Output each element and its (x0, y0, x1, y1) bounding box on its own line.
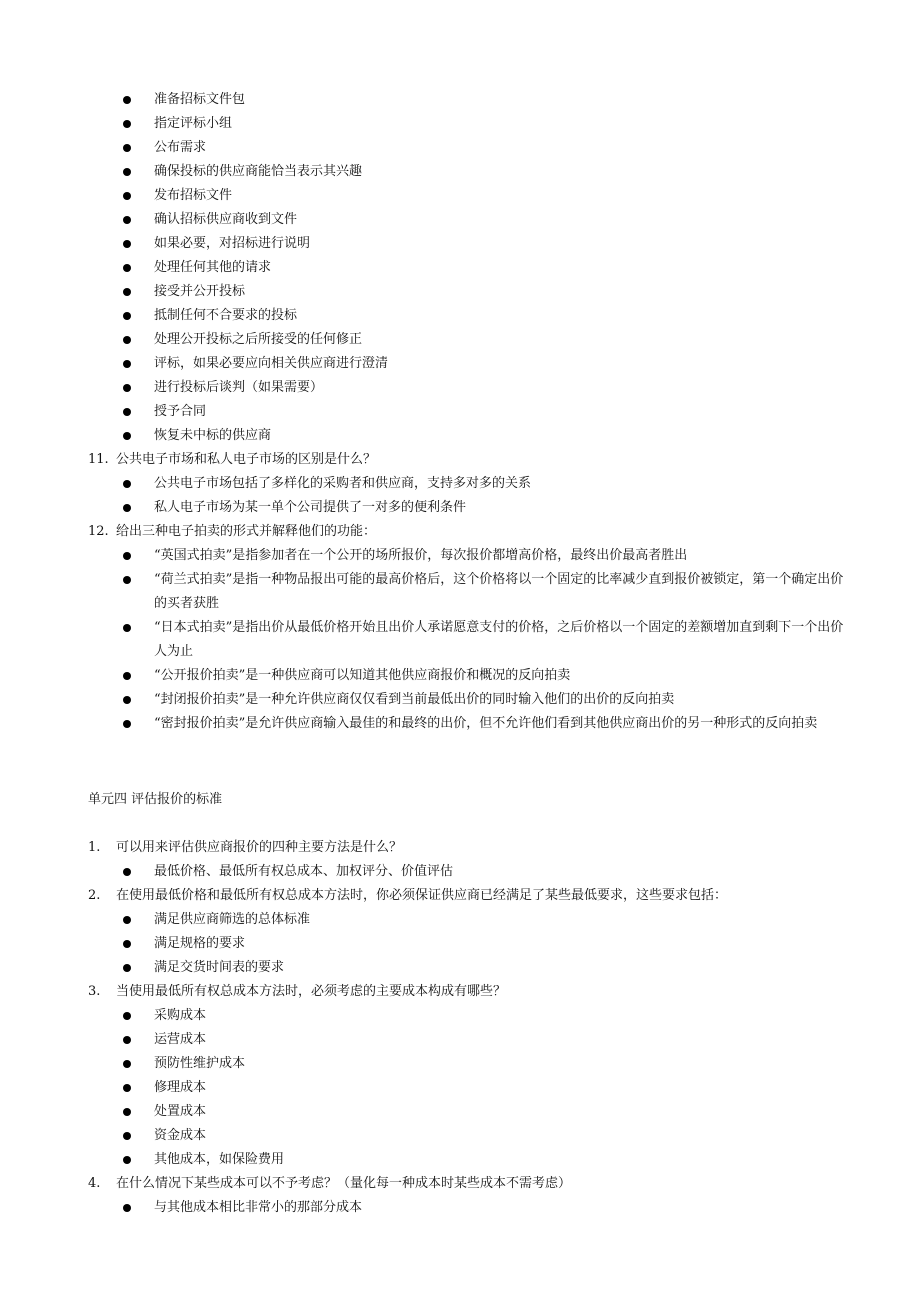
bullet-icon (123, 96, 131, 104)
bullet-icon (123, 1012, 131, 1020)
bullet-icon (123, 312, 131, 320)
bullet-icon (123, 1108, 131, 1116)
question-11: 11. 公共电子市场和私人电子市场的区别是什么？ (88, 452, 377, 467)
list-item: 其他成本，如保险费用 (0, 1148, 920, 1172)
list-item: 抵制任何不合要求的投标 (0, 304, 920, 328)
list-item: 确认招标供应商收到文件 (0, 208, 920, 232)
bullet-icon (123, 240, 131, 248)
list-item: “公开报价拍卖”是一种供应商可以知道其他供应商报价和概况的反向拍卖 (0, 664, 920, 688)
bullet-icon (123, 360, 131, 368)
bullet-icon (123, 1156, 131, 1164)
bullet-icon (123, 216, 131, 224)
bullet-icon (123, 432, 131, 440)
bullet-icon (123, 696, 131, 704)
list-item: 采购成本 (0, 1004, 920, 1028)
list-item: 处理任何其他的请求 (0, 256, 920, 280)
list-item: “封闭报价拍卖”是一种允许供应商仅仅看到当前最低出价的同时输入他们的出价的反向拍卖 (0, 688, 920, 712)
list-item: 公共电子市场包括了多样化的采购者和供应商，支持多对多的关系 (0, 472, 920, 496)
list-item: 准备招标文件包 (0, 88, 920, 112)
question-2: 2. 在使用最低价格和最低所有权总成本方法时，你必须保证供应商已经满足了某些最低要求，这些要求包括： (88, 888, 728, 903)
bullet-icon (123, 624, 131, 632)
list-item: 资金成本 (0, 1124, 920, 1148)
list-item: 接受并公开投标 (0, 280, 920, 304)
list-item: 私人电子市场为某一单个公司提供了一对多的便利条件 (0, 496, 920, 520)
bullet-icon (123, 504, 131, 512)
bullet-icon (123, 1132, 131, 1140)
list-item: 公布需求 (0, 136, 920, 160)
bullet-icon (123, 264, 131, 272)
list-item: 评标，如果必要应向相关供应商进行澄清 (0, 352, 920, 376)
section-title: 单元四 评估报价的标准 (88, 792, 223, 807)
bullet-icon (123, 120, 131, 128)
bullet-icon (123, 192, 131, 200)
bullet-icon (123, 552, 131, 560)
list-item: “荷兰式拍卖”是指一种物品报出可能的最高价格后，这个价格将以一个固定的比率减少直到报价被锁定，第一个确定出价的买者获胜 (0, 568, 920, 616)
bullet-icon (123, 1036, 131, 1044)
bullet-icon (123, 1060, 131, 1068)
bullet-icon (123, 408, 131, 416)
bullet-icon (123, 720, 131, 728)
bullet-icon (123, 168, 131, 176)
question-3: 3. 当使用最低所有权总成本方法时，必须考虑的主要成本构成有哪些？ (88, 984, 507, 999)
list-item: “英国式拍卖”是指参加者在一个公开的场所报价，每次报价都增高价格，最终出价最高者胜出 (0, 544, 920, 568)
part1-list (0, 88, 920, 736)
bullet-icon (123, 868, 131, 876)
list-item: “日本式拍卖”是指出价从最低价格开始且出价人承诺愿意支付的价格，之后价格以一个固定的差额增加直到剩下一个出价人为止 (0, 616, 920, 664)
list-item: 满足交货时间表的要求 (0, 956, 920, 980)
list-item: 与其他成本相比非常小的那部分成本 (0, 1196, 920, 1220)
list-item: 发布招标文件 (0, 184, 920, 208)
list-item: 满足供应商筛选的总体标准 (0, 908, 920, 932)
bullet-icon (123, 288, 131, 296)
part2-list (0, 836, 920, 1220)
list-item: 处置成本 (0, 1100, 920, 1124)
bullet-icon (123, 1204, 131, 1212)
list-item: 确保投标的供应商能恰当表示其兴趣 (0, 160, 920, 184)
list-item: 最低价格、最低所有权总成本、加权评分、价值评估 (0, 860, 920, 884)
list-item: 进行投标后谈判（如果需要） (0, 376, 920, 400)
bullet-icon (123, 940, 131, 948)
list-item: 指定评标小组 (0, 112, 920, 136)
list-item: 满足规格的要求 (0, 932, 920, 956)
list-item: “密封报价拍卖”是允许供应商输入最佳的和最终的出价，但不允许他们看到其他供应商出价的另一种形式的反向拍卖 (0, 712, 920, 736)
bullet-icon (123, 144, 131, 152)
list-item: 恢复未中标的供应商 (0, 424, 920, 448)
bullet-icon (123, 672, 131, 680)
question-12: 12. 给出三种电子拍卖的形式并解释他们的功能： (88, 524, 377, 539)
bullet-icon (123, 384, 131, 392)
bullet-icon (123, 336, 131, 344)
list-item: 如果必要，对招标进行说明 (0, 232, 920, 256)
list-item: 预防性维护成本 (0, 1052, 920, 1076)
question-4: 4. 在什么情况下某些成本可以不予考虑？（量化每一种成本时某些成本不需考虑） (88, 1176, 572, 1191)
question-1: 1. 可以用来评估供应商报价的四种主要方法是什么？ (88, 840, 403, 855)
bullet-icon (123, 964, 131, 972)
bullet-icon (123, 1084, 131, 1092)
bullet-icon (123, 916, 131, 924)
list-item: 授予合同 (0, 400, 920, 424)
bullet-icon (123, 576, 131, 584)
list-item: 修理成本 (0, 1076, 920, 1100)
list-item: 处理公开投标之后所接受的任何修正 (0, 328, 920, 352)
list-item: 运营成本 (0, 1028, 920, 1052)
bullet-icon (123, 480, 131, 488)
